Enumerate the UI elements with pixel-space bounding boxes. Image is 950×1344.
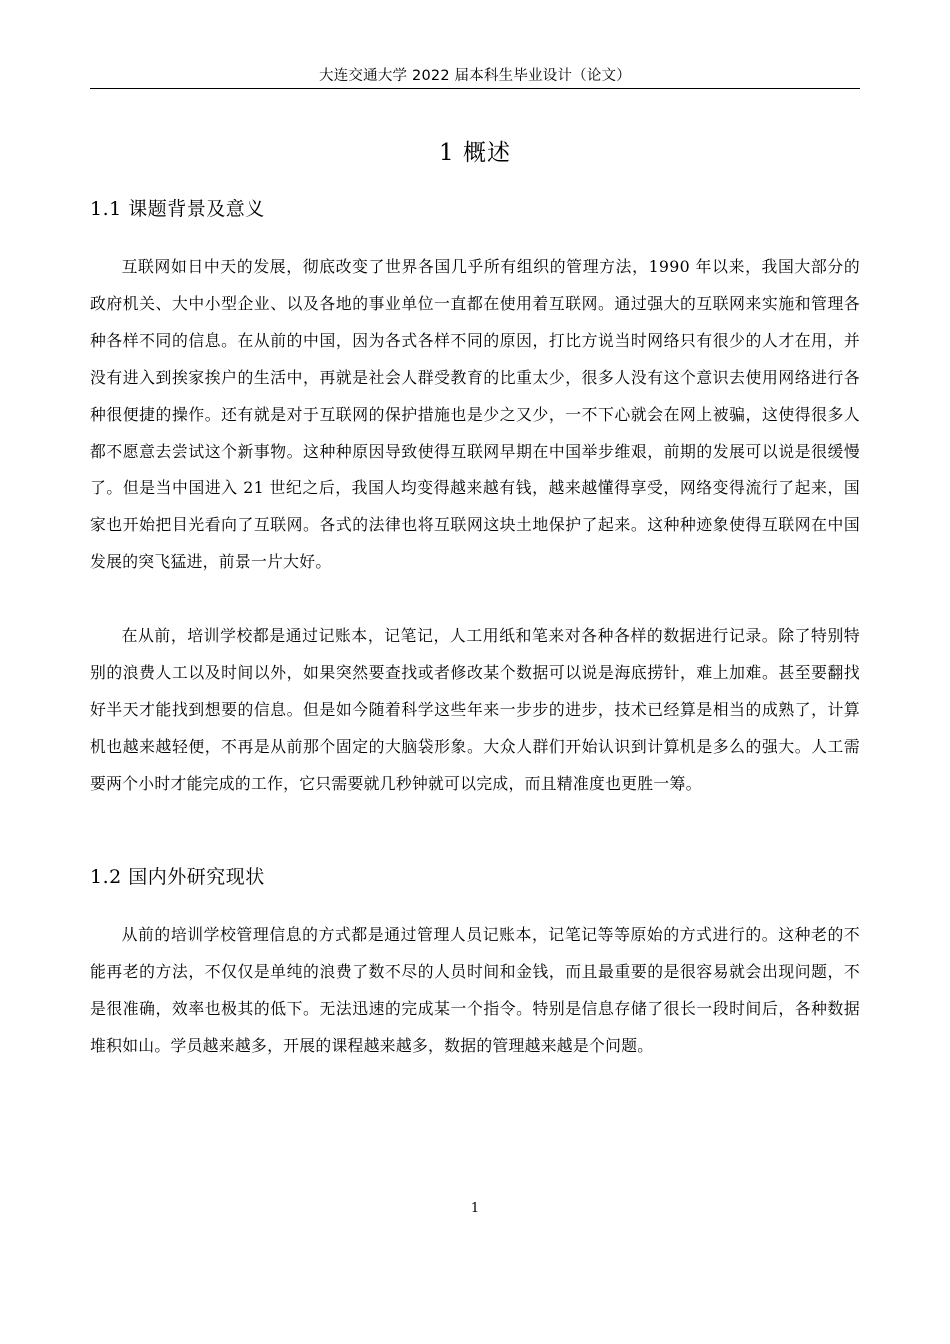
paragraph-background-2: 在从前，培训学校都是通过记账本，记笔记，人工用纸和笔来对各种各样的数据进行记录。除了特别特别的浪费人工以及时间以外，如果突然要查找或者修改某个数据可以说是海底捞针，难上加难。甚至要翻找好半天才能找到想要的信息。但是如今随着科学这些年来一步步的进步，技术已经算是相当的成熟了，计算机也越来越轻便，不再是从前那个固定的大脑袋形象。大众人群们开始认识到计算机是多么的强大。人工需要两个小时才能完成的工作，它只需要就几秒钟就可以完成，而且精准度也更胜一筹。 — [90, 626, 860, 793]
paragraph-background-1: 互联网如日中天的发展，彻底改变了世界各国几乎所有组织的管理方法，1990 年以来，我国大部分的政府机关、大中小型企业、以及各地的事业单位一直都在使用着互联网。通过强大的互联网来实施和管理各种各样不同的信息。在从前的中国，因为各式各样不同的原因，打比方说当时网络只有很少的人才在用，并没有进入到挨家挨户的生活中，再就是社会人群受教育的比重太少，很多人没有这个意识去使用网络进行各种很便捷的操作。还有就是对于互联网的保护措施也是少之又少，一不下心就会在网上被骗，这使得很多人都不愿意去尝试这个新事物。这种种原因导致使得互联网早期在中国举步维艰，前期的发展可以说是很缓慢了。但是当中国进入 21 世纪之后，我国人均变得越来越有钱，越来越懂得享受，网络变得流行了起来，国家也开始把目光看向了互联网。各式的法律也将互联网这块土地保护了起来。这种种迹象使得互联网在中国发展的突飞猛进，前景一片大好。 — [90, 257, 860, 572]
section-title-1-2: 1.2 国内外研究现状 — [90, 866, 265, 888]
page-number: 1 — [470, 1201, 480, 1216]
running-header: 大连交通大学 2022 届本科生毕业设计（论文） — [319, 68, 631, 84]
paragraph-research-status: 从前的培训学校管理信息的方式都是通过管理人员记账本，记笔记等等原始的方式进行的。这种老的不能再老的方法，不仅仅是单纯的浪费了数不尽的人员时间和金钱，而且最重要的是很容易就会出现问题，不是很准确，效率也极其的低下。无法迅速的完成某一个指令。特别是信息存储了很长一段时间后，各种数据堆积如山。学员越来越多，开展的课程越来越多，数据的管理越来越是个问题。 — [90, 925, 860, 1055]
chapter-title: 1 概述 — [439, 140, 511, 166]
section-title-1-1: 1.1 课题背景及意义 — [90, 198, 265, 220]
header-divider — [90, 88, 860, 89]
